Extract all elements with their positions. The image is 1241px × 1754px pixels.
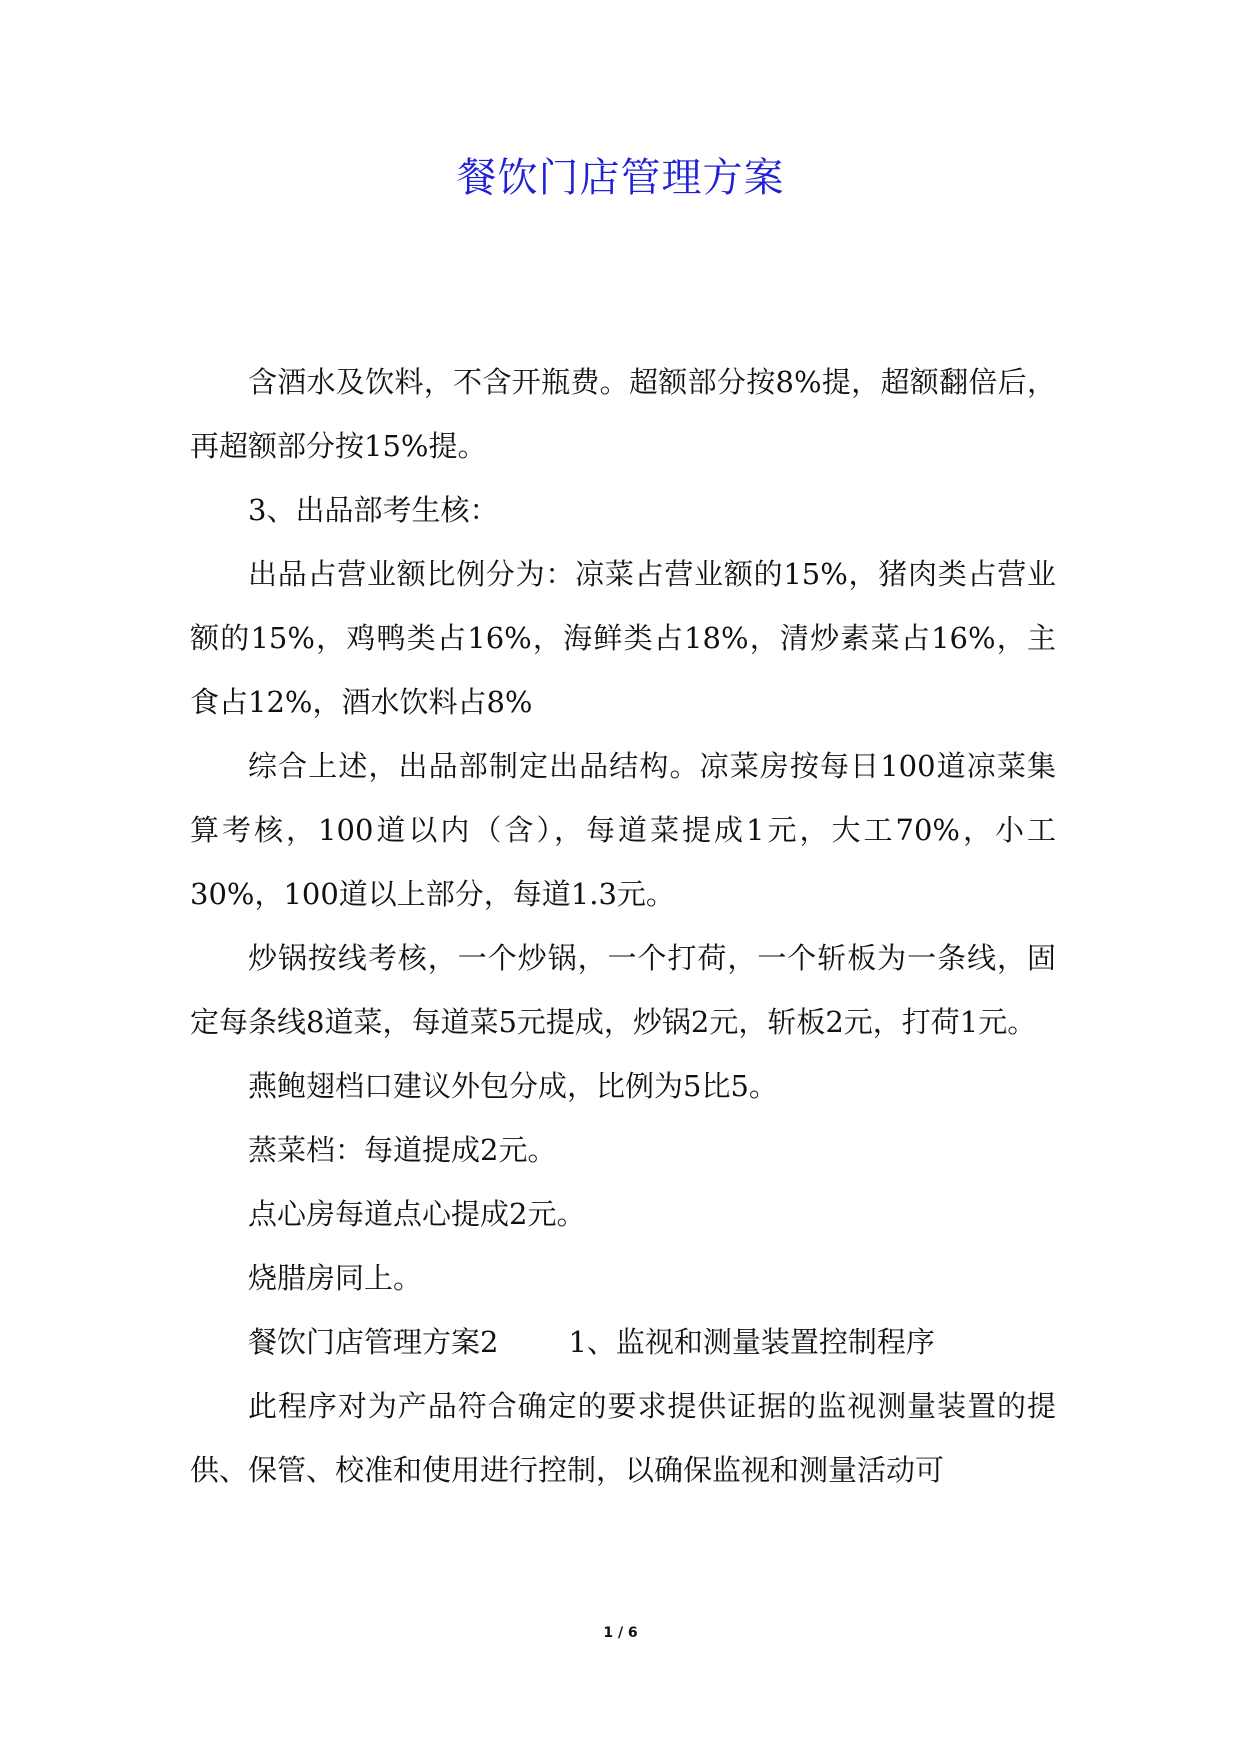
document-body [190,350,1056,1502]
paragraph-wok-line-assessment: 炒锅按线考核，一个炒锅，一个打荷，一个斩板为一条线，固定每条线8道菜，每道菜5元提成，炒锅2元，斩板2元，打荷1元。 [190,941,1056,1039]
paragraph-drinks-commission: 含酒水及饮料，不含开瓶费。超额部分按8%提，超额翻倍后，再超额部分按15%提。 [190,365,1056,463]
paragraph-section-3-heading: 3、出品部考生核： [248,493,499,527]
section-heading-right: 1、监视和测量装置控制程序 [568,1325,935,1359]
paragraph-cold-dish-assessment: 综合上述，出品部制定出品结构。凉菜房按每日100道凉菜集算考核，100道以内（含），每道菜提成1元，大工70%，小工30%，100道以上部分，每道1.3元。 [190,749,1056,911]
section-heading-left: 餐饮门店管理方案2 [248,1325,499,1359]
paragraph-roast-room: 烧腊房同上。 [248,1261,423,1295]
document-title: 餐饮门店管理方案 [456,155,785,201]
paragraph-seafood-stall: 燕鲍翅档口建议外包分成，比例为5比5。 [248,1069,778,1103]
paragraph-dim-sum: 点心房每道点心提成2元。 [248,1197,586,1231]
paragraph-steam-stall: 蒸菜档：每道提成2元。 [248,1133,557,1167]
paragraph-output-ratios: 出品占营业额比例分为：凉菜占营业额的15%，猪肉类占营业额的15%，鸡鸭类占16%，海鲜类占18%，清炒素菜占16%，主食占12%，酒水饮料占8% [190,557,1056,719]
section-heading [190,1310,1056,1374]
paragraph-monitoring-procedure: 此程序对为产品符合确定的要求提供证据的监视测量装置的提供、保管、校准和使用进行控制，以确保监视和测量活动可 [190,1389,1056,1487]
page-number: 1 / 6 [603,1625,638,1641]
